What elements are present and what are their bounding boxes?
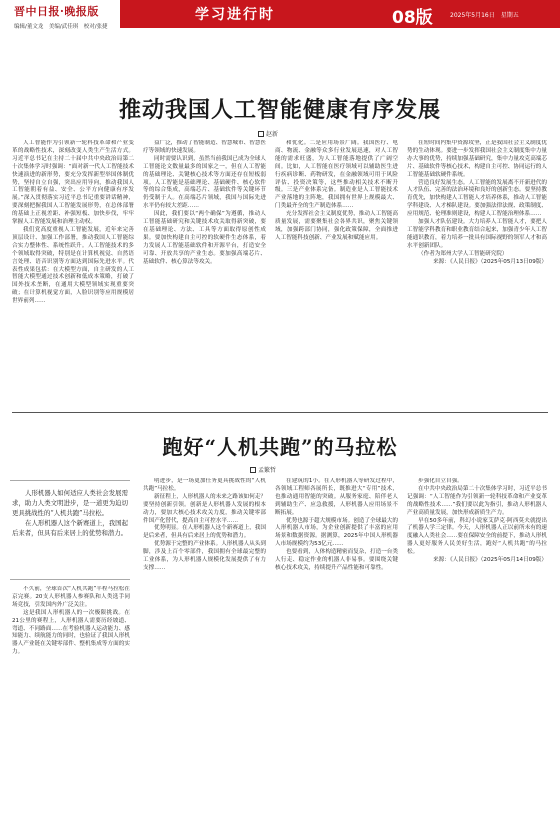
article1-byline [258, 129, 278, 138]
paragraph: 不久前，全球首次“人机共跑”半程马拉松在京完赛。20支人形机器人参赛队和人类选手同场竞技，引发国内外广泛关注。 [12, 586, 130, 608]
paragraph: 这是我国人形机器人的一次极限挑战。在21公里的赛程上，人形机器人需要历经坡道、弯道、不同路面……在考验机器人运动能力、感知能力、续航能力的同时，也验证了我国人形机器人产业链在关键零部件、整机集成等方面的实力。 [12, 609, 130, 656]
article-divider [12, 412, 548, 413]
paragraph: 同时需要认识到，虽然当前我国已成为全球人工智能论文数量最多的国家之一，但在人工智能的基础理论、关键核心技术等方面还存在短板弱项。人工智能是基础理论、基础硬件、核心软件等的综合集成，高端芯片、基础软件等关键环节仍受制于人。在高端芯片领域，我国与国际先进水平仍有较大差距…… [143, 155, 266, 210]
article2-author: 孟繁哲 [258, 467, 277, 474]
paragraph: 营造良好发展生态。人工智能的发展离不开新进代的人才队伍、完善的法治环境和良好的创新生态。要坚持教育优先，加快构建人工智能人才培养体系，推动人工智能学科建设、人才梯队建设。要加强法律法规、政策制度、应用规范、伦理准则建设，构建人工智能治理体系…… [407, 179, 547, 218]
byline-square-icon [250, 467, 256, 473]
newspaper-logo: 晋中日报·晚报版 [14, 5, 99, 18]
article1-source: 来源：《人民日报》（2025年05月13日09版） [433, 258, 547, 265]
paragraph: 明进步，是一场更加任务更具挑战性的“人机共跑”马拉松。 [143, 478, 266, 492]
article1-column-2 [143, 140, 266, 408]
paragraph: 充分发挥社会主义制度优势，推动人工智能高质量发展，需要聚集社会各界共识，聚焦关键领域，加强跨部门协同，强化政策保障，全面推进人工智能科技创新、产业发展和赋能应用。 [275, 211, 398, 241]
page-header [0, 0, 560, 28]
paragraph: 在中共中央政治局第二十次集体学习时，习近平总书记强调：“人工智能作为引领新一轮科技革命和产业变革的战略性技术……”我们要以此为指引，推动人形机器人产业高质量发展，加快形成新质生产力。 [407, 485, 547, 516]
article1-column-1 [12, 140, 134, 408]
lead-paragraph: 在人形机器人这个新赛道上，我国起后来者，但具有后来居上的优势和潜力。 [12, 519, 128, 537]
paragraph: 早在50多年前，科幻小说家艾萨克·阿西莫夫就提出了机器人学三定律。今天，人形机器人正以前所未有的速度融入人类社会……要在保障安全的前提下，推动人形机器人更好服务人民美好生活，跑好“人机共跑”的马拉松。 [407, 517, 547, 556]
byline-square-icon [258, 131, 264, 137]
article1-column-3 [275, 140, 398, 408]
article1-title: 推动我国人工智能健康有序发展 [118, 97, 441, 123]
paragraph: 加强人才队伍建设。大力培养人工智能人才，要把人工智能学科教育和职业教育结合起来，加强青少年人工智能通识教育，着力培养一批具有国际视野的领军人才和高水平创新团队。 [407, 219, 547, 249]
article1-author: 赵新 [266, 131, 279, 138]
article2-column-3 [275, 478, 398, 808]
section-title: 学习进行时 [195, 7, 275, 23]
editors-line: 编辑/董文龙 美编/武佳琪 校对/张捷 [14, 24, 108, 30]
page-number: 08版 [392, 8, 433, 28]
article2-column-1 [12, 586, 130, 808]
paragraph: 新征程上，人形机器人的未来之路该如何走？要坚持创新引领。创新是人形机器人发展的根本动力，要加大核心技术攻关力度，推动关键零部件国产化替代，提高自主可控水平…… [143, 493, 266, 524]
article2-title: 跑好“人机共跑”的马拉松 [162, 435, 398, 459]
paragraph: 和优化。二是应用场景广阔。我国医疗、电商、物流、金融等众多行业发展迅速，对人工智能的需求旺盛，为人工智能落地提供了广阔空间。比如，人工智能在医疗领域可以辅助医生进行疾病诊断、药物研发，在金融领域可用于风险评估、投资决策等，这些推动相关技术不断升级。三是产业体系完备。制造业是人工智能技术产业落地的主阵地，我国拥有世界上规模最大、门类最齐全的生产制造体系…… [275, 140, 398, 210]
paragraph: 人工智能作为引领新一轮科技革命和产业变革的战略性技术，深刻改变人类生产生活方式。习近平总书记在主持二十届中共中央政治局第二十次集体学习时强调：“面对新一代人工智能技术快速演进的新形势，要充分发挥新型举国体制优势，坚持自立自强，突出应用导向，推动我国人工智能朝着有益、安全、公平方向健康有序发展。”深入贯彻落实习近平总书记重要讲话精神，要深刻把握我国人工智能发展形势，在总体部署的基础上正视差距、补强短板、加快步伐，牢牢掌握人工智能发展和治理主动权。 [12, 140, 134, 226]
paragraph: 益广泛，推动了智能制造、智慧城市、智慧医疗等领域的快速发展。 [143, 140, 266, 154]
paragraph: 优势明显。在人形机器人这个新赛道上，我国是后来者，但具有后来居上的优势和潜力。 [143, 525, 266, 540]
article2-source: 来源：《人民日报》（2025年05月14日09版） [433, 557, 547, 564]
masthead [14, 3, 114, 30]
author-note: （作者为郑州大学人工智能研究院） [418, 250, 508, 257]
article2-column-4 [407, 478, 547, 808]
paragraph: 步强化自立自强。 [418, 478, 463, 484]
paragraph: 优势源于完整的产业体系。人形机器人从头到脚，涉及上百个零部件，我国拥有全球最完整的工业体系，为人形机器人规模化发展提供了有力支撑…… [143, 541, 266, 571]
paragraph: 我们党高度重视人工智能发展，近年来完善顶层设计、加强工作部署，推动我国人工智能综合实力整体性、系统性跃升。人工智能技术的多个领域取得突破，特别是在计算机视觉、自然语言处理、语音识别等方面达到国际先进水平。代表性成果包括：在大模型方面，自主研发的人工智能大模型通过技术创新和低成本策略，打破了国外技术垄断，在通用大模型领域实现重要突破；在计算机视觉方面，人脸识别等应用规模居世界前列…… [12, 226, 134, 305]
paragraph: 也要看到，人体构造精密而复杂，打造一台类人行走、稳定作业的机器人非易事。要围绕关键核心技术攻关，持续提升产品性能和可靠性。 [275, 549, 398, 571]
article1-column-4 [407, 140, 547, 408]
issue-date: 2025年5月16日 星期五 [450, 12, 519, 19]
paragraph: 在短时间内集中资源攻坚，正是我国社会主义制度优势的生动体现。要进一步发挥我国社会主义制度集中力量办大事的优势，持续加强基础研究，集中力量攻克高端芯片、基础软件等核心技术，构建自主可控、协同运行的人工智能基础软硬件系统。 [407, 140, 547, 178]
article2-lead [12, 488, 128, 578]
paragraph: 优势也源于超大规模市场。创造了全球最大的人形机器人市场，为企业创新提供了丰富的应用场景和数据资源。据测算，2025年中国人形机器人市场规模约为53亿元…… [275, 517, 398, 548]
paragraph: 因此，我们要以“两个确保”为遵循，推动人工智能基础研究和关键技术攻关取得新突破，要在基础理论、方法、工具等方面取得原创性成果。要加快构建自主可控的软硬件生态体系，着力发展人工智能基础软件和开源平台，打造安全可靠、开放共享的产业生态。要加强高端芯片、基础软件、核心算法等攻关。 [143, 211, 266, 265]
article2-column-2 [143, 478, 266, 808]
article2-byline [250, 465, 276, 474]
lead-paragraph: 人形机器人如何适应人类社会发展需求，助力人类文明进步，是一道更为迫切更具挑战性的“人机共跑”马拉松。 [12, 489, 128, 517]
section-banner [120, 0, 560, 28]
paragraph: 在建筑的1小。在人形机器人等研发过程中，各领域工程师各展所长，既推进大“专用”技术，也推动通用智能的突破。从服务家庭、陪伴老人到辅助生产、应急救援，人形机器人应用场景不断拓展。 [275, 478, 398, 516]
